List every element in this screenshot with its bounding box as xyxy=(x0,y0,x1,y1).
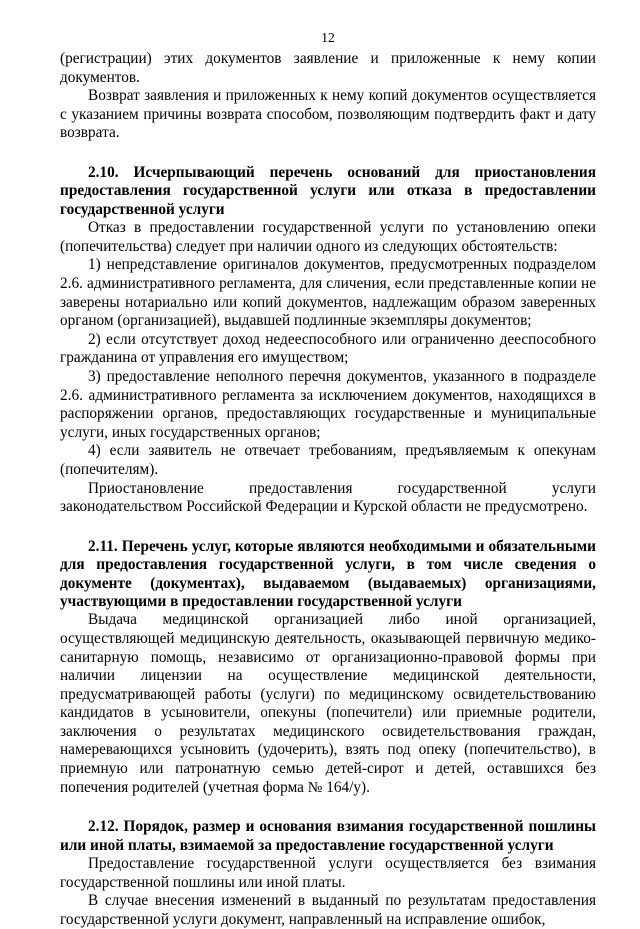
list-item-4: 4) если заявитель не отвечает требованиям, предъявляемым к опекунам (попечителям). xyxy=(60,442,596,478)
paragraph-suspension-line-1: Приостановление предоставления государственной услуги xyxy=(88,479,596,497)
paragraph-suspension-line-2: законодательством Российской Федерации и Курской области не предусмотрено. xyxy=(60,498,588,516)
section-heading-2-11: 2.11. Перечень услуг, которые являются необходимыми и обязательными для предоставления государственной услуги, в том числе сведения о документе (документах), выдаваемом (выдаваемых) организациями, участвующими в предоставлении государственной услуги xyxy=(60,537,596,610)
paragraph-return-application: Возврат заявления и приложенных к нему копий документов осуществляется с указанием причины возврата способом, позволяющим подтвердить факт и дату возврата. xyxy=(60,87,596,142)
document-page xyxy=(60,30,596,929)
paragraph-no-fee: Предоставление государственной услуги осуществляется без взимания государственной пошлины или иной платы. xyxy=(60,855,596,891)
paragraph-registration-copies: (регистрации) этих документов заявление и приложенные к нему копии документов. xyxy=(60,50,596,86)
list-item-1: 1) непредставление оригиналов документов, предусмотренных подразделом 2.6. административного регламента, для сличения, если представленные копии не заверены нотариально или копий документов, надлежащим образом заверенных органом (организацией), выдавшей подлинные экземпляры документов; xyxy=(60,256,596,330)
paragraph-corrections: В случае внесения изменений в выданный по результатам предоставления государственной услуги документ, направленный на исправление ошибок, xyxy=(60,892,596,928)
list-item-2: 2) если отсутствует доход недееспособного или ограниченно дееспособного гражданина от управления его имуществом; xyxy=(60,330,596,367)
section-heading-2-10: 2.10. Исчерпывающий перечень оснований для приостановления предоставления государственной услуги или отказа в предоставлении государственной услуги xyxy=(60,163,596,218)
page-number: 12 xyxy=(321,30,335,45)
paragraph-medical-certificate: Выдача медицинской организацией либо иной организацией, осуществляющей медицинскую деятельность, оказывающей первичную медико-санитарную помощь, независимо от организационно-правовой формы при наличии лицензии на осуществление медицинской деятельности, предусматривающей работы (услуги) по медицинскому освидетельствованию кандидатов в усыновители, опекуны (попечители) или приемные родители, заключения о результатах медицинского освидетельствования граждан, намеревающихся усыновить (удочерить), взять под опеку (попечительство), в приемную или патронатную семью детей-сирот и детей, оставшихся без попечения родителей (учетная форма № 164/у). xyxy=(60,611,596,796)
paragraph-refusal-grounds: Отказ в предоставлении государственной услуги по установлению опеки (попечительства) следует при наличии одного из следующих обстоятельств: xyxy=(60,219,596,255)
list-item-3: 3) предоставление неполного перечня документов, указанного в подразделе 2.6. административного регламента за исключением документов, находящихся в распоряжении органов, предоставляющих государственные и муниципальные услуги, иных государственных органов; xyxy=(60,367,596,441)
section-heading-2-12: 2.12. Порядок, размер и основания взимания государственной пошлины или иной платы, взимаемой за предоставление государственной услуги xyxy=(60,818,596,854)
